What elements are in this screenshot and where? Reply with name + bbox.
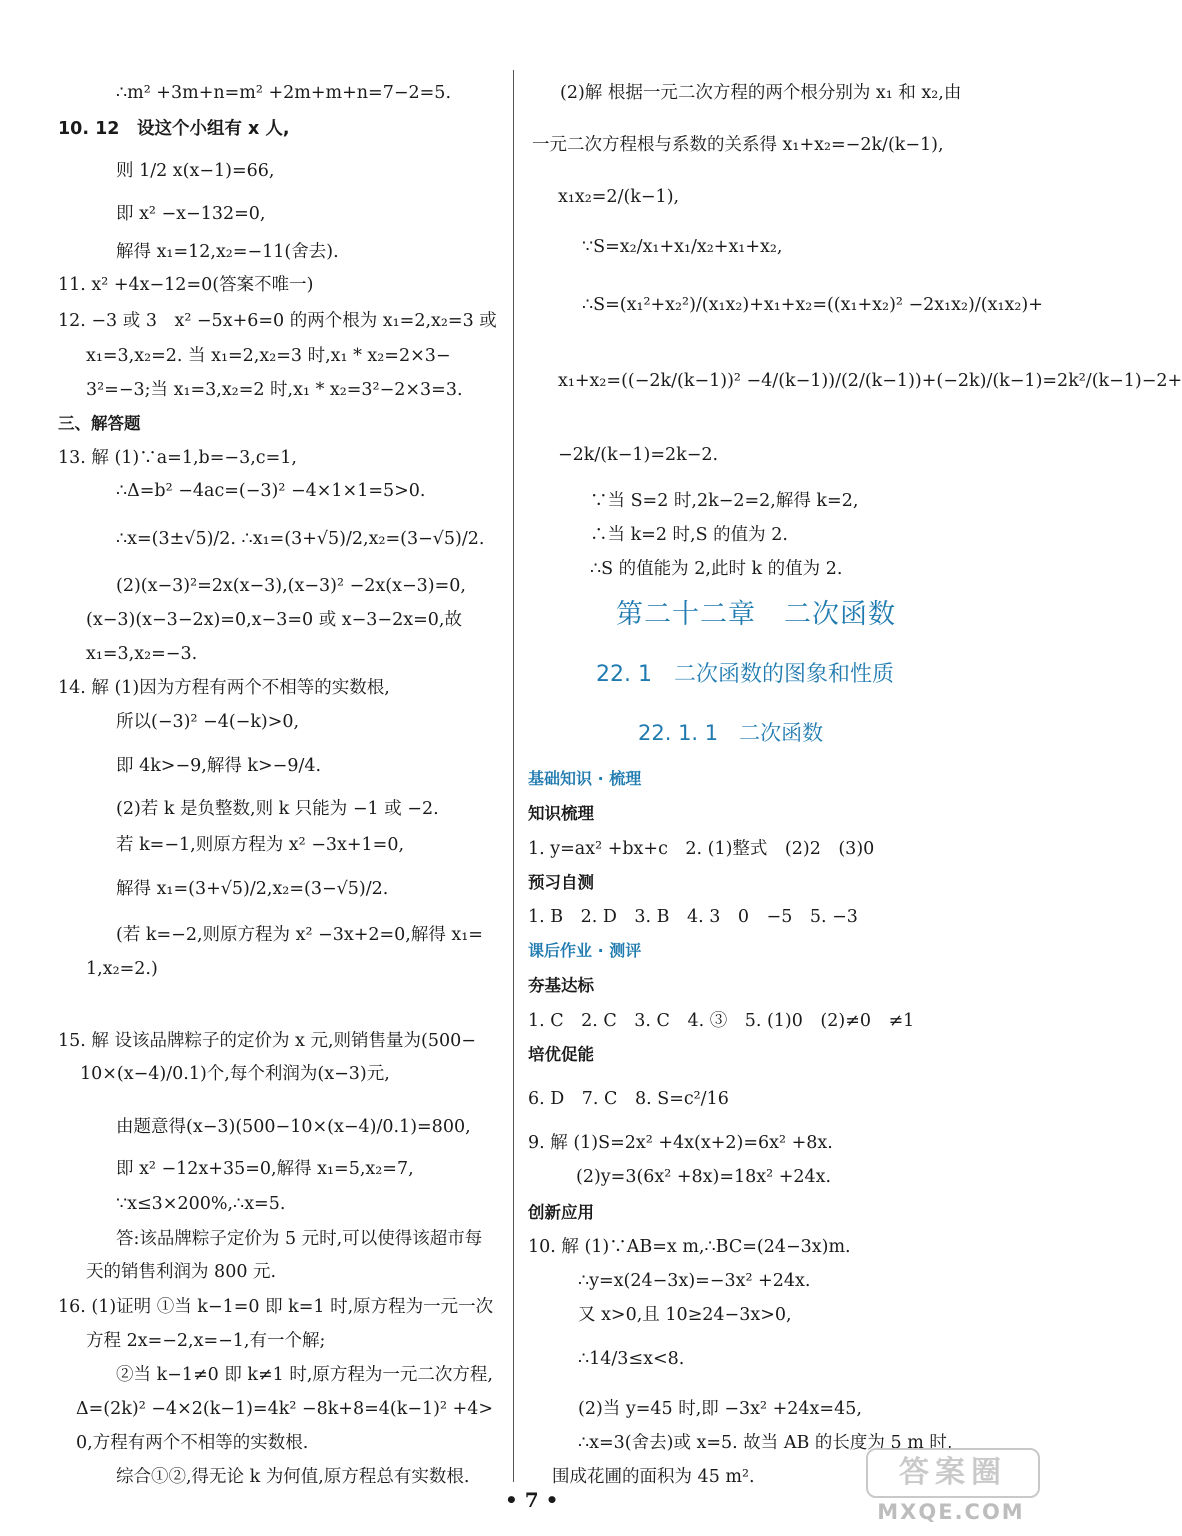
text-line: ∵S=x₂/x₁+x₁/x₂+x₁+x₂,: [582, 237, 783, 257]
text-line: 方程 2x=−2,x=−1,有一个解;: [86, 1331, 326, 1351]
watermark-logo: [866, 1448, 1036, 1530]
text-line: ∵当 S=2 时,2k−2=2,解得 k=2,: [590, 491, 859, 511]
text-line: 即 4k>−9,解得 k>−9/4.: [116, 756, 322, 776]
text-line: x₁x₂=2/(k−1),: [558, 187, 680, 207]
column-divider: [513, 70, 514, 1482]
text-line: 即 x² −12x+35=0,解得 x₁=5,x₂=7,: [116, 1159, 414, 1179]
watermark-bottom-text: MXQE.COM: [877, 1500, 1025, 1524]
text-line: ∴当 k=2 时,S 的值为 2.: [590, 525, 788, 545]
left-column: [0, 0, 512, 1536]
part-label: 课后作业 · 测评: [528, 941, 642, 960]
text-line: 一元二次方程根与系数的关系得 x₁+x₂=−2k/(k−1),: [532, 135, 944, 155]
part-label: 基础知识 · 梳理: [528, 769, 642, 788]
text-line: 解得 x₁=12,x₂=−11(舍去).: [116, 242, 339, 262]
text-line: ∵x≤3×200%,∴x=5.: [116, 1194, 286, 1214]
text-line: 0,方程有两个不相等的实数根.: [76, 1433, 309, 1453]
text-line: ∴Δ=b² −4ac=(−3)² −4×1×1=5>0.: [116, 481, 426, 501]
text-line: 由题意得(x−3)(500−10×(x−4)/0.1)=800,: [116, 1117, 471, 1137]
text-line: 10×(x−4)/0.1)个,每个利润为(x−3)元,: [80, 1064, 390, 1084]
text-line: (2)y=3(6x² +8x)=18x² +24x.: [576, 1167, 832, 1187]
text-line: 1. y=ax² +bx+c 2. (1)整式 (2)2 (3)0: [528, 839, 875, 859]
text-line: 13. 解 (1)∵a=1,b=−3,c=1,: [58, 448, 297, 468]
text-line: 1. B 2. D 3. B 4. 3 0 −5 5. −3: [528, 907, 858, 927]
text-line: 则 1/2 x(x−1)=66,: [116, 161, 275, 181]
watermark-top-text: 答案圈: [866, 1448, 1040, 1498]
text-line: ∴S=(x₁²+x₂²)/(x₁x₂)+x₁+x₂=((x₁+x₂)² −2x₁x₂)/(x₁x₂)+: [582, 295, 1043, 315]
text-line: 1,x₂=2.): [86, 959, 158, 979]
text-line: (若 k=−2,则原方程为 x² −3x+2=0,解得 x₁=: [116, 925, 483, 945]
chapter-title: 第二十二章 二次函数: [616, 599, 896, 630]
section-heading: 创新应用: [528, 1203, 594, 1222]
text-line: x₁=3,x₂=−3.: [86, 644, 198, 664]
text-line: 解得 x₁=(3+√5)/2,x₂=(3−√5)/2.: [116, 879, 389, 899]
text-line: 9. 解 (1)S=2x² +4x(x+2)=6x² +8x.: [528, 1133, 833, 1153]
text-line: ∴x=3(舍去)或 x=5. 故当 AB 的长度为 5 m 时,: [578, 1433, 953, 1453]
text-line: ∴14/3≤x<8.: [578, 1349, 685, 1369]
text-line: 1. C 2. C 3. C 4. ③ 5. (1)0 (2)≠0 ≠1: [528, 1011, 915, 1031]
section-heading: 夯基达标: [528, 976, 594, 995]
page-number: • 7 •: [505, 1488, 559, 1512]
section-heading: 三、解答题: [58, 414, 141, 433]
text-line: (2)解 根据一元二次方程的两个根分别为 x₁ 和 x₂,由: [560, 83, 962, 103]
text-line: 11. x² +4x−12=0(答案不唯一): [58, 275, 314, 295]
text-line: ∴S 的值能为 2,此时 k 的值为 2.: [590, 559, 843, 579]
text-line: 12. −3 或 3 x² −5x+6=0 的两个根为 x₁=2,x₂=3 或: [58, 311, 497, 331]
text-line: Δ=(2k)² −4×2(k−1)=4k² −8k+8=4(k−1)² +4>: [76, 1399, 493, 1419]
right-column: [518, 0, 1182, 1536]
text-line: 15. 解 设该品牌粽子的定价为 x 元,则销售量为(500−: [58, 1031, 476, 1051]
text-line: 所以(−3)² −4(−k)>0,: [116, 712, 300, 732]
text-line: 3²=−3;当 x₁=3,x₂=2 时,x₁ * x₂=3²−2×3=3.: [86, 380, 463, 400]
text-line: 天的销售利润为 800 元.: [86, 1262, 277, 1282]
text-line: (2)若 k 是负整数,则 k 只能为 −1 或 −2.: [116, 799, 439, 819]
text-line: 14. 解 (1)因为方程有两个不相等的实数根,: [58, 678, 390, 698]
text-line: x₁+x₂=((−2k/(k−1))² −4/(k−1))/(2/(k−1))+(−2k)/(k−1)=2k²/(k−1)−2+: [558, 371, 1182, 391]
section-heading: 预习自测: [528, 873, 594, 892]
text-line: ②当 k−1≠0 即 k≠1 时,原方程为一元二次方程,: [116, 1365, 493, 1385]
text-line: 又 x>0,且 10≥24−3x>0,: [578, 1305, 792, 1325]
text-line: 10. 解 (1)∵AB=x m,∴BC=(24−3x)m.: [528, 1237, 851, 1257]
text-line: 若 k=−1,则原方程为 x² −3x+1=0,: [116, 835, 405, 855]
text-line: 即 x² −x−132=0,: [116, 204, 266, 224]
text-line: 综合①②,得无论 k 为何值,原方程总有实数根.: [116, 1467, 470, 1487]
text-line: 6. D 7. C 8. S=c²/16: [528, 1089, 729, 1109]
text-line: ∴m² +3m+n=m² +2m+m+n=7−2=5.: [116, 83, 452, 103]
text-line: 围成花圃的面积为 45 m².: [552, 1467, 755, 1487]
text-line: 16. (1)证明 ①当 k−1=0 即 k=1 时,原方程为一元一次: [58, 1297, 494, 1317]
text-line: (2)当 y=45 时,即 −3x² +24x=45,: [578, 1399, 862, 1419]
text-line: 答:该品牌粽子定价为 5 元时,可以使得该超市每: [116, 1229, 483, 1249]
text-line: ∴y=x(24−3x)=−3x² +24x.: [578, 1271, 811, 1291]
section-title: 22. 1 二次函数的图象和性质: [596, 662, 894, 687]
text-line: −2k/(k−1)=2k−2.: [558, 445, 719, 465]
section-heading: 培优促能: [528, 1045, 594, 1064]
text-line: x₁=3,x₂=2. 当 x₁=2,x₂=3 时,x₁ * x₂=2×3−: [86, 346, 451, 366]
subsection-title: 22. 1. 1 二次函数: [638, 721, 824, 745]
text-line: ∴x=(3±√5)/2. ∴x₁=(3+√5)/2,x₂=(3−√5)/2.: [116, 529, 485, 549]
section-heading: 知识梳理: [528, 804, 594, 823]
text-line: 10. 12 设这个小组有 x 人,: [58, 119, 290, 139]
text-line: (x−3)(x−3−2x)=0,x−3=0 或 x−3−2x=0,故: [86, 610, 462, 630]
text-line: (2)(x−3)²=2x(x−3),(x−3)² −2x(x−3)=0,: [116, 576, 466, 596]
